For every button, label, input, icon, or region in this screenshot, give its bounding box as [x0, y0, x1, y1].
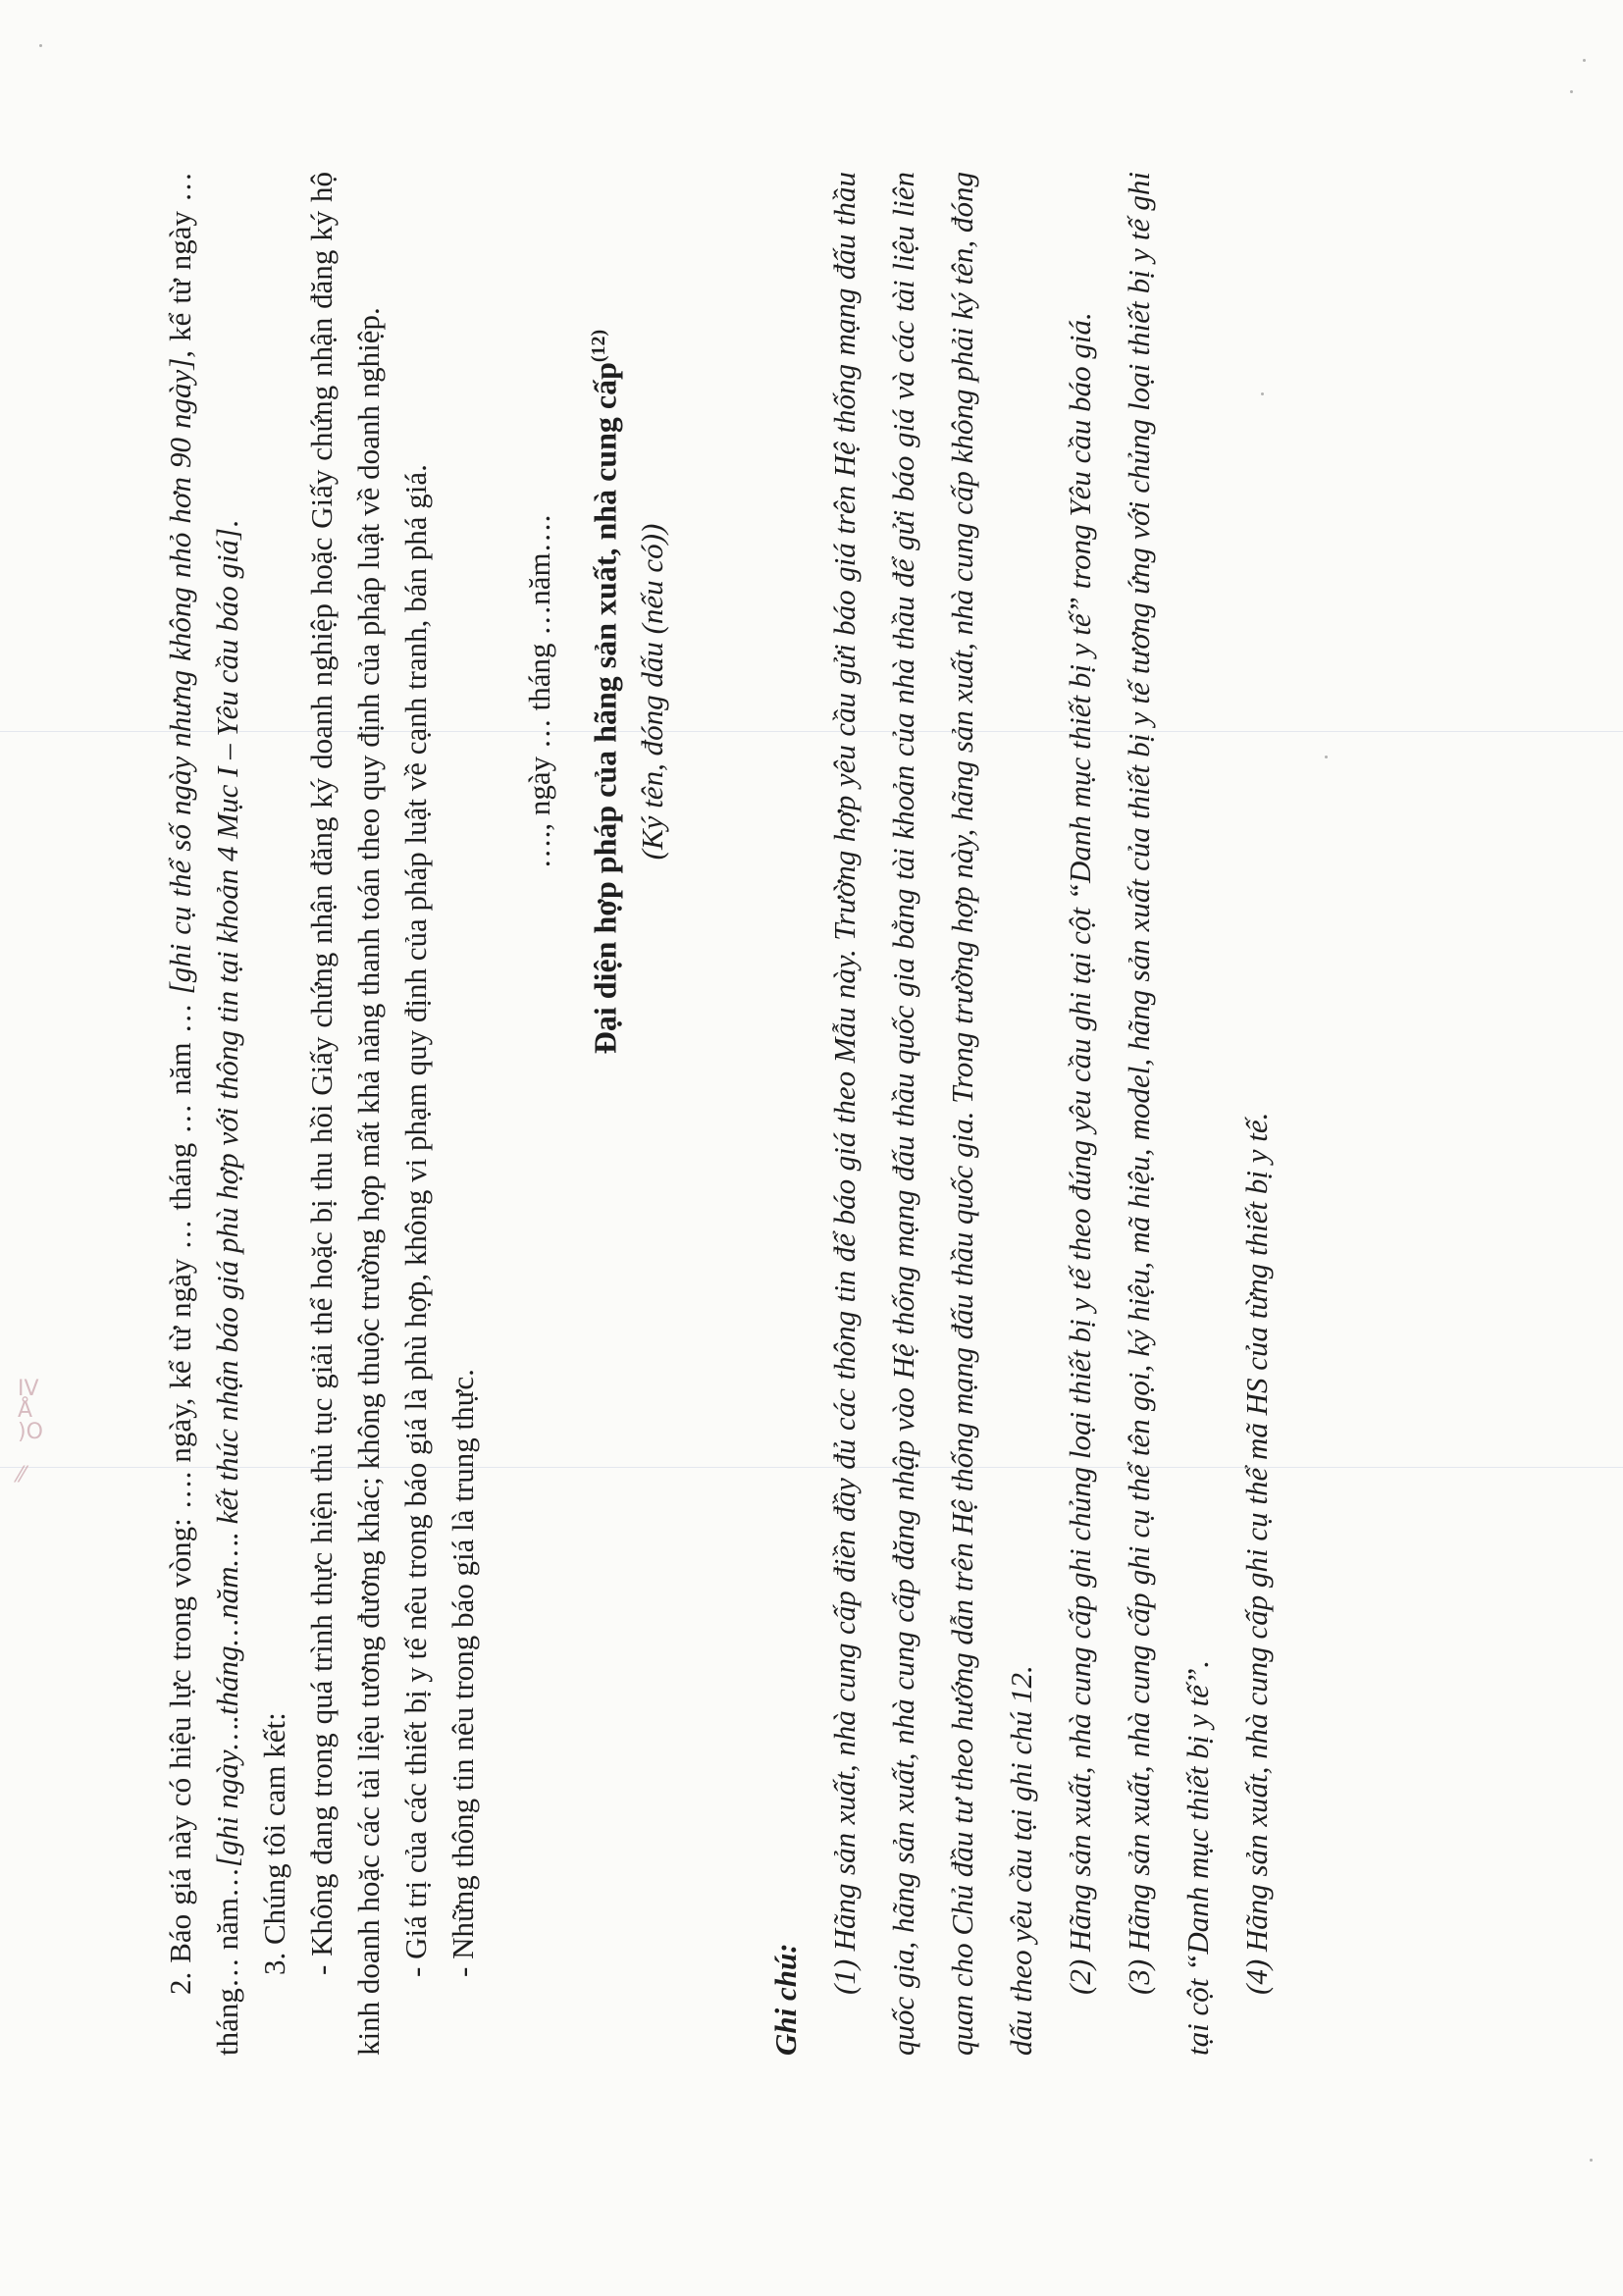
scan-speck: [39, 44, 42, 47]
signature-date-line: …., ngày … tháng …năm….: [522, 514, 556, 869]
signature-block: [516, 250, 676, 1133]
notes-heading: Ghi chú:: [767, 1943, 803, 2056]
scan-speck: [1583, 59, 1586, 62]
scan-speck: [1570, 90, 1573, 93]
rotated-document-body: [157, 172, 1511, 2056]
validity-paragraph: [157, 172, 251, 2056]
commitment-item-pricing: - Giá trị của các thiết bị y tế nêu trong báo giá là phù hợp, không vi phạm quy định của pháp luật về cạnh tranh, bán phá giá.: [398, 464, 433, 1977]
note-4: (4) Hãng sản xuất, nhà cung cấp ghi cụ thể mã HS của từng thiết bị y tế.: [1238, 1112, 1274, 1995]
validity-text-continued: , kể từ ngày … tháng… năm…: [163, 172, 244, 2056]
commitment-item-dissolution: - Không đang trong quá trình thực hiện thủ tục giải thể hoặc bị thu hồi Giấy chứng nhận đăng ký doanh nghiệp hoặc Giấy chứng nhận đăng ký hộ kinh doanh hoặc các tài liệu tương đương khác; không thuộc trường hợp mất khả năng thanh toán theo quy định của pháp luật về doanh nghiệp.: [304, 172, 386, 2056]
footnote-marker: (12): [588, 329, 609, 363]
commitment-item-truthful: - Những thông tin nêu trong báo giá là trung thực.: [445, 1369, 480, 1977]
validity-days-instruction: [ghi cụ thể số ngày nhưng không nhỏ hơn 90 ngày]: [163, 357, 197, 995]
scan-speck: [1590, 2159, 1593, 2162]
validity-text: 2. Báo giá này có hiệu lực trong vòng: …. ngày, kể từ ngày … tháng … năm …: [163, 994, 197, 1995]
validity-period-end: .: [210, 520, 244, 528]
note-1: (1) Hãng sản xuất, nhà cung cấp điền đầy đủ các thông tin để báo giá theo Mẫu này. Trường hợp yêu cầu gửi báo giá trên Hệ thống mạng đấu thầu quốc gia, hãng sản xuất, nhà cung cấp đăng nhập vào Hệ thống mạng đấu thầu quốc gia bằng tài khoản của nhà thầu để gửi báo giá và các tài liệu liên quan cho Chủ đầu tư theo hướng dẫn trên Hệ thống mạng đấu thầu quốc gia. Trong trường hợp này, hãng sản xuất, nhà cung cấp không phải ký tên, đóng dấu theo yêu cầu tại ghi chú 12.: [826, 172, 1038, 2056]
signature-instruction: (Ký tên, đóng dấu (nếu có)): [634, 523, 669, 861]
signature-title-text: Đại diện hợp pháp của hãng sản xuất, nhà cung cấp: [587, 362, 623, 1055]
note-2: (2) Hãng sản xuất, nhà cung cấp ghi chủng loại thiết bị y tế theo đúng yêu cầu ghi tại cột “Danh mục thiết bị y tế” trong Yêu cầu báo giá.: [1062, 312, 1097, 1995]
validity-end-instruction: [ghi ngày….tháng…năm…. kết thúc nhận báo giá phù hợp với thông tin tại khoản 4 Mục I – Yêu cầu báo giá]: [210, 527, 244, 1867]
commitment-heading: 3. Chúng tôi cam kết:: [257, 1712, 291, 1975]
stamp-bleedthrough: IV Å )O ⁄⁄: [18, 1377, 43, 1487]
note-3: (3) Hãng sản xuất, nhà cung cấp ghi cụ thể tên gọi, ký hiệu, mã hiệu, model, hãng sản xuất của thiết bị y tế tương ứng với chủng loại thiết bị y tế ghi tại cột “Danh mục thiết bị y tế”.: [1121, 172, 1215, 2056]
signature-title: [575, 250, 629, 1133]
